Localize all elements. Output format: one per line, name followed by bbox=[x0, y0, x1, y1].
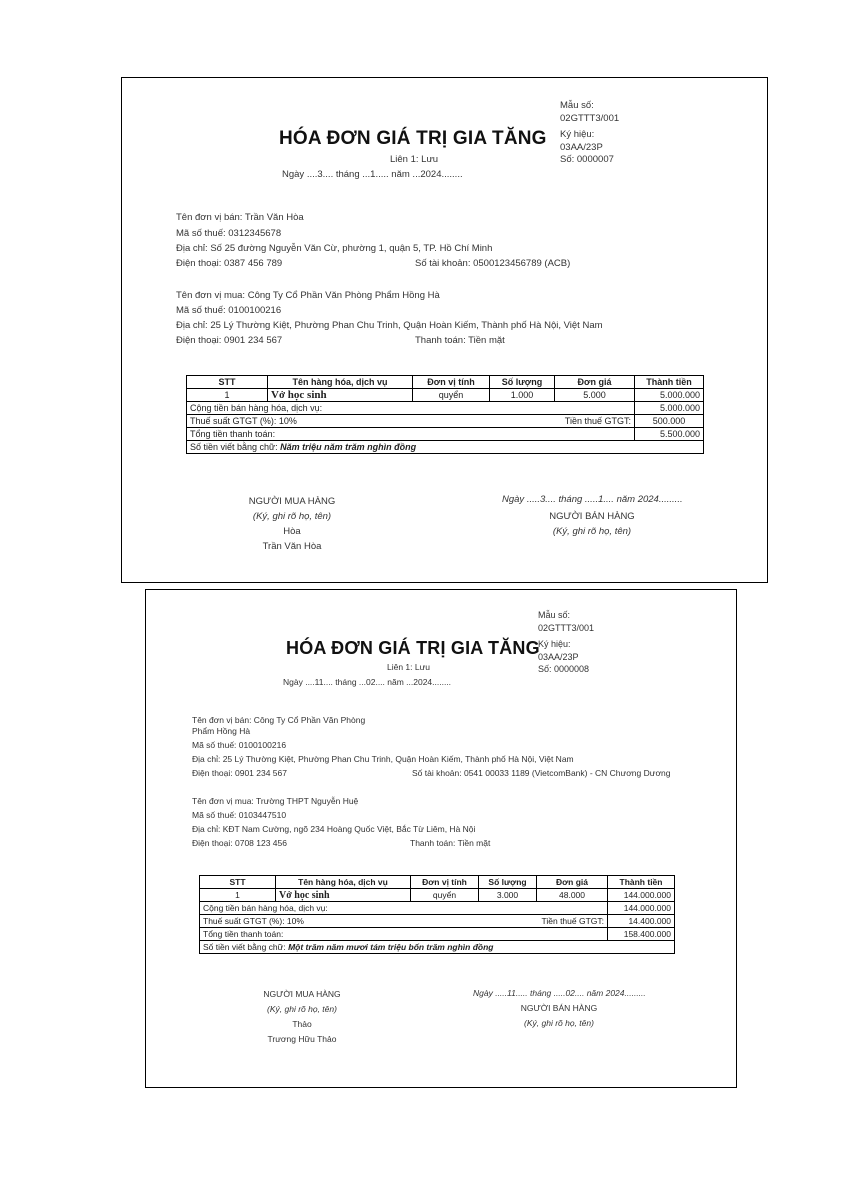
form-number: 02GTTT3/001 bbox=[538, 622, 595, 633]
seller-signature-note: (Ký, ghi rõ họ, tên) bbox=[524, 1018, 594, 1028]
symbol: 03AA/23P bbox=[538, 651, 579, 662]
header-quantity: Số lượng bbox=[490, 376, 555, 389]
words-label: Số tiền viết bằng chữ: bbox=[203, 941, 286, 952]
header-amount: Thành tiền bbox=[635, 376, 704, 389]
payment-method: Thanh toán: Tiền mặt bbox=[415, 335, 505, 346]
vat-amount: 500.000 bbox=[635, 415, 704, 428]
table-row bbox=[187, 389, 704, 402]
subtotal-value: 5.000.000 bbox=[635, 402, 704, 415]
amount-in-words bbox=[200, 941, 675, 954]
buyer-full-name: Trần Văn Hòa bbox=[262, 541, 322, 552]
form-number: 02GTTT3/001 bbox=[560, 112, 620, 124]
total-row bbox=[200, 928, 675, 941]
words-value: Một trăm năm mươi tám triệu bốn trăm nghìn đồng bbox=[288, 941, 494, 952]
subtotal-row bbox=[200, 902, 675, 915]
words-label: Số tiền viết bằng chữ: bbox=[190, 441, 278, 452]
words-value: Năm triệu năm trăm nghìn đồng bbox=[280, 441, 417, 452]
buyer-phone: Điện thoại: 0901 234 567 bbox=[176, 335, 283, 346]
header-item-name: Tên hàng hóa, dịch vụ bbox=[268, 376, 413, 389]
cell-unit-price: 48.000 bbox=[537, 889, 608, 902]
seller-signature-block bbox=[527, 509, 657, 539]
invoice-title: HÓA ĐƠN GIÁ TRỊ GIA TĂNG bbox=[279, 128, 547, 149]
buyer-full-name: Trương Hữu Thảo bbox=[267, 1034, 337, 1044]
buyer-signature: Thảo bbox=[292, 1019, 312, 1029]
vat-amount: 14.400.000 bbox=[608, 915, 675, 928]
seller-tax-code: Mã số thuế: 0312345678 bbox=[176, 228, 282, 239]
vat-amount-label: Tiền thuế GTGT: bbox=[479, 915, 608, 928]
invoice-number: Số: 0000008 bbox=[538, 664, 590, 674]
vat-row bbox=[187, 415, 704, 428]
buyer-tax-code: Mã số thuế: 0100100216 bbox=[176, 305, 282, 316]
subtotal-value: 144.000.000 bbox=[608, 902, 675, 915]
invoice-date: Ngày ....3.... tháng ...1..... năm ...2024........ bbox=[282, 169, 463, 180]
cell-item-name: Vở học sinh bbox=[276, 889, 411, 902]
buyer-name: Tên đơn vị mua: Trường THPT Nguyễn Huệ bbox=[192, 796, 359, 806]
vat-rate: Thuế suất GTGT (%): 10% bbox=[187, 415, 490, 428]
total-row bbox=[187, 428, 704, 441]
total-label: Tổng tiền thanh toán: bbox=[187, 428, 635, 441]
buyer-phone: Điện thoại: 0708 123 456 bbox=[192, 838, 287, 848]
buyer-signature-note: (Ký, ghi rõ họ, tên) bbox=[267, 1004, 337, 1014]
buyer-address: Địa chỉ: KĐT Nam Cường, ngõ 234 Hoàng Quốc Việt, Bắc Từ Liêm, Hà Nội bbox=[192, 824, 476, 834]
seller-name-continued: Phẩm Hồng Hà bbox=[192, 726, 251, 736]
seller-phone: Điện thoại: 0387 456 789 bbox=[176, 258, 283, 269]
seller-signature-title: NGƯỜI BÁN HÀNG bbox=[520, 1003, 598, 1013]
cell-unit-price: 5.000 bbox=[555, 389, 635, 402]
cell-unit: quyển bbox=[413, 389, 490, 402]
seller-name: Tên đơn vị bán: Trần Văn Hòa bbox=[176, 212, 304, 223]
header-unit: Đơn vị tính bbox=[413, 376, 490, 389]
symbol-label: Ký hiệu: bbox=[538, 639, 571, 649]
words-row bbox=[200, 941, 675, 954]
cell-quantity: 3.000 bbox=[479, 889, 537, 902]
seller-signature-note: (Ký, ghi rõ họ, tên) bbox=[552, 526, 632, 537]
buyer-signature-title: NGƯỜI MUA HÀNG bbox=[263, 989, 341, 999]
table-row bbox=[200, 889, 675, 902]
copy-label: Liên 1: Lưu bbox=[387, 662, 431, 672]
header-unit: Đơn vị tính bbox=[411, 876, 479, 889]
seller-address: Địa chỉ: 25 Lý Thường Kiệt, Phường Phan Chu Trinh, Quận Hoàn Kiếm, Thành phố Hà Nội, Việt Nam bbox=[192, 754, 574, 764]
invoice-title: HÓA ĐƠN GIÁ TRỊ GIA TĂNG bbox=[286, 638, 540, 658]
cell-stt: 1 bbox=[200, 889, 276, 902]
total-value: 158.400.000 bbox=[608, 928, 675, 941]
seller-phone: Điện thoại: 0901 234 567 bbox=[192, 768, 287, 778]
invoice-1 bbox=[121, 77, 768, 583]
vat-rate: Thuế suất GTGT (%): 10% bbox=[200, 915, 479, 928]
invoice-meta bbox=[560, 100, 619, 167]
vat-row bbox=[200, 915, 675, 928]
invoice-date: Ngày ....11.... tháng ...02.... năm ...2024........ bbox=[283, 677, 452, 687]
form-number-label: Mẫu số: bbox=[538, 610, 571, 620]
header-stt: STT bbox=[187, 376, 268, 389]
invoice-meta bbox=[538, 609, 594, 676]
buyer-name: Tên đơn vị mua: Công Ty Cổ Phần Văn Phòng Phẩm Hồng Hà bbox=[176, 290, 440, 301]
header-unit-price: Đơn giá bbox=[555, 376, 635, 389]
table-header-row bbox=[200, 876, 675, 889]
words-row bbox=[187, 441, 704, 454]
seller-name: Tên đơn vị bán: Công Ty Cổ Phần Văn Phòng bbox=[192, 715, 366, 725]
cell-amount: 5.000.000 bbox=[635, 389, 704, 402]
total-value: 5.500.000 bbox=[635, 428, 704, 441]
cell-unit: quyển bbox=[411, 889, 479, 902]
invoice-number: Số: 0000007 bbox=[560, 154, 614, 165]
seller-tax-code: Mã số thuế: 0100100216 bbox=[192, 740, 287, 750]
copy-label: Liên 1: Lưu bbox=[390, 154, 439, 165]
table-header-row bbox=[187, 376, 704, 389]
items-table bbox=[199, 875, 675, 954]
seller-account: Số tài khoản: 0541 00033 1189 (VietcomBank) - CN Chương Dương bbox=[412, 768, 671, 778]
header-quantity: Số lượng bbox=[479, 876, 537, 889]
subtotal-label: Cộng tiền bán hàng hóa, dịch vụ: bbox=[200, 902, 608, 915]
subtotal-row bbox=[187, 402, 704, 415]
buyer-signature: Hòa bbox=[283, 526, 301, 537]
seller-signature-block bbox=[494, 1001, 624, 1031]
buyer-address: Địa chỉ: 25 Lý Thường Kiệt, Phường Phan Chu Trinh, Quận Hoàn Kiếm, Thành phố Hà Nội, Việt Nam bbox=[176, 320, 603, 331]
seller-account: Số tài khoản: 0500123456789 (ACB) bbox=[415, 258, 571, 269]
vat-amount-label: Tiền thuế GTGT: bbox=[490, 415, 635, 428]
items-table bbox=[186, 375, 704, 454]
payment-method: Thanh toán: Tiền mặt bbox=[410, 838, 491, 848]
symbol: 03AA/23P bbox=[560, 141, 603, 153]
buyer-signature-block bbox=[227, 494, 357, 554]
buyer-signature-note: (Ký, ghi rõ họ, tên) bbox=[252, 511, 332, 522]
header-item-name: Tên hàng hóa, dịch vụ bbox=[276, 876, 411, 889]
cell-stt: 1 bbox=[187, 389, 268, 402]
cell-quantity: 1.000 bbox=[490, 389, 555, 402]
header-unit-price: Đơn giá bbox=[537, 876, 608, 889]
seller-address: Địa chỉ: Số 25 đường Nguyễn Văn Cừ, phường 1, quận 5, TP. Hồ Chí Minh bbox=[176, 243, 493, 254]
total-label: Tổng tiền thanh toán: bbox=[200, 928, 608, 941]
buyer-signature-title: NGƯỜI MUA HÀNG bbox=[248, 496, 336, 507]
invoice-2 bbox=[145, 589, 737, 1088]
seller-sign-date: Ngày .....3.... tháng .....1.... năm 2024......... bbox=[502, 494, 683, 505]
cell-amount: 144.000.000 bbox=[608, 889, 675, 902]
form-number-label: Mẫu số: bbox=[560, 100, 594, 111]
cell-item-name: Vở học sinh bbox=[268, 389, 413, 402]
header-amount: Thành tiền bbox=[608, 876, 675, 889]
buyer-tax-code: Mã số thuế: 0103447510 bbox=[192, 810, 287, 820]
seller-signature-title: NGƯỜI BÁN HÀNG bbox=[549, 511, 635, 522]
amount-in-words bbox=[187, 441, 704, 454]
symbol-label: Ký hiệu: bbox=[560, 129, 595, 140]
seller-sign-date: Ngày .....11..... tháng .....02.... năm 2024......... bbox=[473, 988, 646, 998]
buyer-signature-block bbox=[237, 987, 367, 1047]
header-stt: STT bbox=[200, 876, 276, 889]
subtotal-label: Cộng tiền bán hàng hóa, dịch vụ: bbox=[187, 402, 635, 415]
